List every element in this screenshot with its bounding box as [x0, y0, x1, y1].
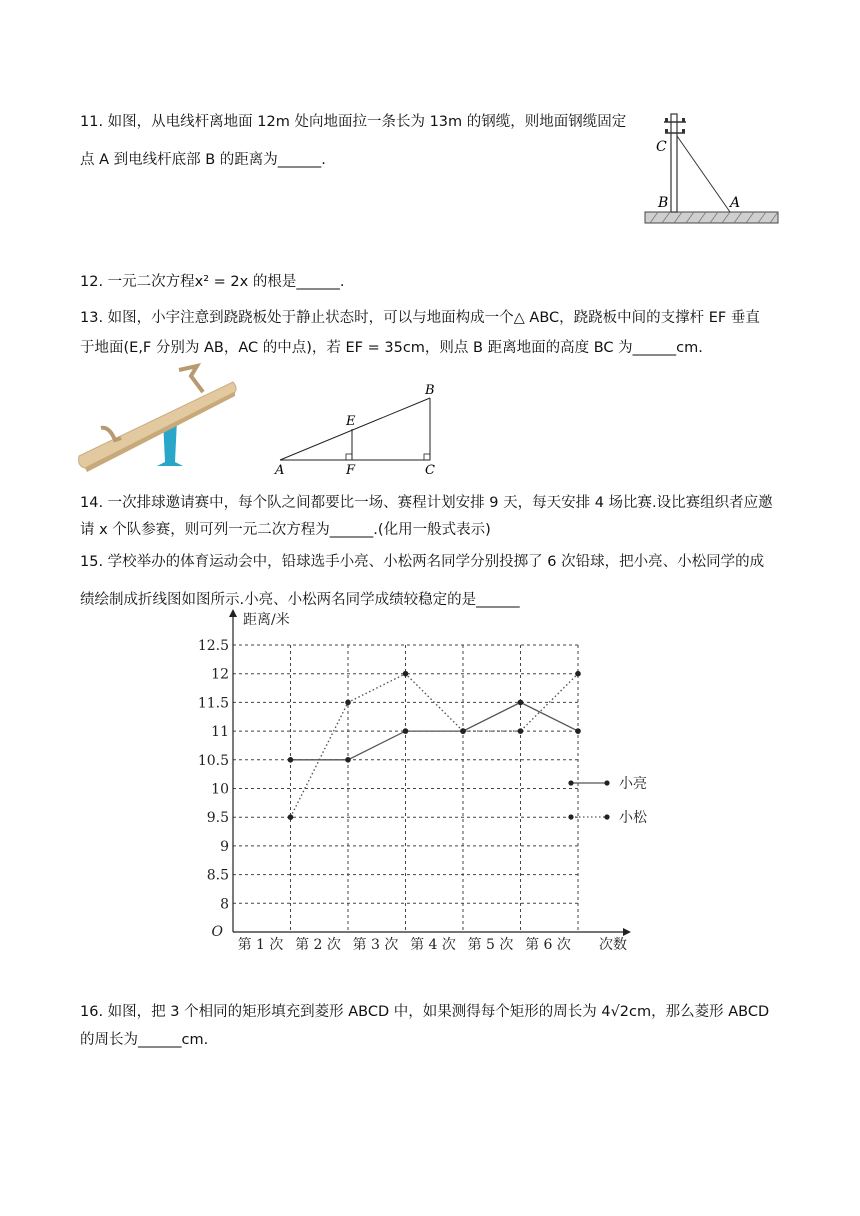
q11-line2: 点 A 到电线杆底部 B 的距离为______.	[80, 152, 326, 168]
y-tick-label: 10	[211, 781, 229, 798]
data-point	[575, 728, 581, 734]
q16-line2: 的周长为______cm.	[80, 1032, 209, 1048]
q12-line1: 12. 一元二次方程x² = 2x 的根是______.	[80, 274, 345, 290]
data-point	[288, 814, 294, 820]
x-tick-label: 第 1 次	[237, 937, 284, 953]
data-point	[518, 700, 524, 706]
x-tick-label: 第 5 次	[467, 937, 514, 953]
label-b: B	[658, 195, 669, 211]
y-tick-label: 11	[211, 724, 229, 741]
x-tick-label: 第 6 次	[525, 937, 571, 953]
label-a: A	[730, 195, 741, 211]
q11-line1: 11. 如图，从电线杆离地面 12m 处向地面拉一条长为 13m 的钢缆，则地面钢缆固定	[80, 114, 627, 130]
legend-marker	[568, 814, 573, 819]
q13-line1: 13. 如图，小宇注意到跷跷板处于静止状态时，可以与地面构成一个△ ABC，跷跷板中间的支撑杆 EF 垂直	[80, 310, 760, 326]
y-tick-label: 12.5	[197, 638, 229, 654]
q13-line2: 于地面(E,F 分别为 AB，AC 的中点)，若 EF = 35cm，则点 B 距离地面的高度 BC 为______cm.	[80, 340, 703, 356]
legend-marker	[604, 814, 609, 819]
origin-label: O	[211, 924, 223, 940]
q16-line1: 16. 如图，把 3 个相同的矩形填充到菱形 ABCD 中，如果测得每个矩形的周长为 4√2cm，那么菱形 ABCD	[80, 1004, 770, 1020]
label-e: E	[346, 414, 356, 429]
data-point	[460, 728, 466, 734]
q14-line1: 14. 一次排球邀请赛中，每个队之间都要比一场、赛程计划安排 9 天，每天安排 4 场比赛.设比赛组织者应邀	[80, 495, 773, 511]
y-tick-label: 8.5	[206, 867, 229, 884]
legend-marker	[604, 780, 609, 785]
data-point	[288, 757, 294, 763]
legend-label: 小松	[619, 810, 647, 826]
label-a: A	[275, 463, 285, 478]
label-b: B	[425, 383, 435, 398]
q15-line1: 15. 学校举办的体育运动会中，铅球选手小亮、小松两名同学分别投掷了 6 次铅球，把小亮、小松同学的成	[80, 554, 765, 570]
y-tick-label: 9.5	[206, 810, 229, 827]
data-point	[345, 700, 351, 706]
data-point	[575, 671, 581, 677]
seesaw-photo	[75, 362, 240, 474]
x-axis-label: 次数	[599, 937, 627, 953]
label-c: C	[425, 463, 435, 478]
y-axis-arrow	[229, 609, 237, 617]
data-point	[345, 757, 351, 763]
y-tick-label: 9	[220, 838, 229, 855]
legend-marker	[568, 780, 573, 785]
x-tick-label: 第 2 次	[295, 937, 341, 953]
x-axis-arrow	[623, 928, 631, 936]
data-point	[403, 671, 409, 677]
series-line-2	[291, 674, 579, 818]
q14-line2: 请 x 个队参赛，则可列一元二次方程为______.(化用一般式表示)	[80, 522, 491, 538]
legend-label: 小亮	[619, 776, 647, 792]
x-tick-label: 第 3 次	[352, 937, 399, 953]
y-tick-label: 10.5	[197, 752, 229, 769]
y-tick-label: 8	[220, 896, 229, 913]
q15-line2: 绩绘制成折线图如图所示.小亮、小松两名同学成绩较稳定的是______	[80, 592, 520, 608]
q11-pole-figure	[640, 106, 785, 230]
data-point	[403, 728, 409, 734]
y-axis-label: 距离/米	[243, 612, 290, 628]
data-point	[518, 728, 524, 734]
label-c: C	[656, 139, 667, 155]
x-tick-label: 第 4 次	[410, 937, 456, 953]
y-tick-label: 11.5	[197, 695, 229, 712]
q13-triangle-figure	[270, 380, 450, 478]
score-line-chart	[195, 605, 655, 955]
label-f: F	[346, 463, 356, 478]
y-tick-label: 12	[211, 666, 229, 683]
